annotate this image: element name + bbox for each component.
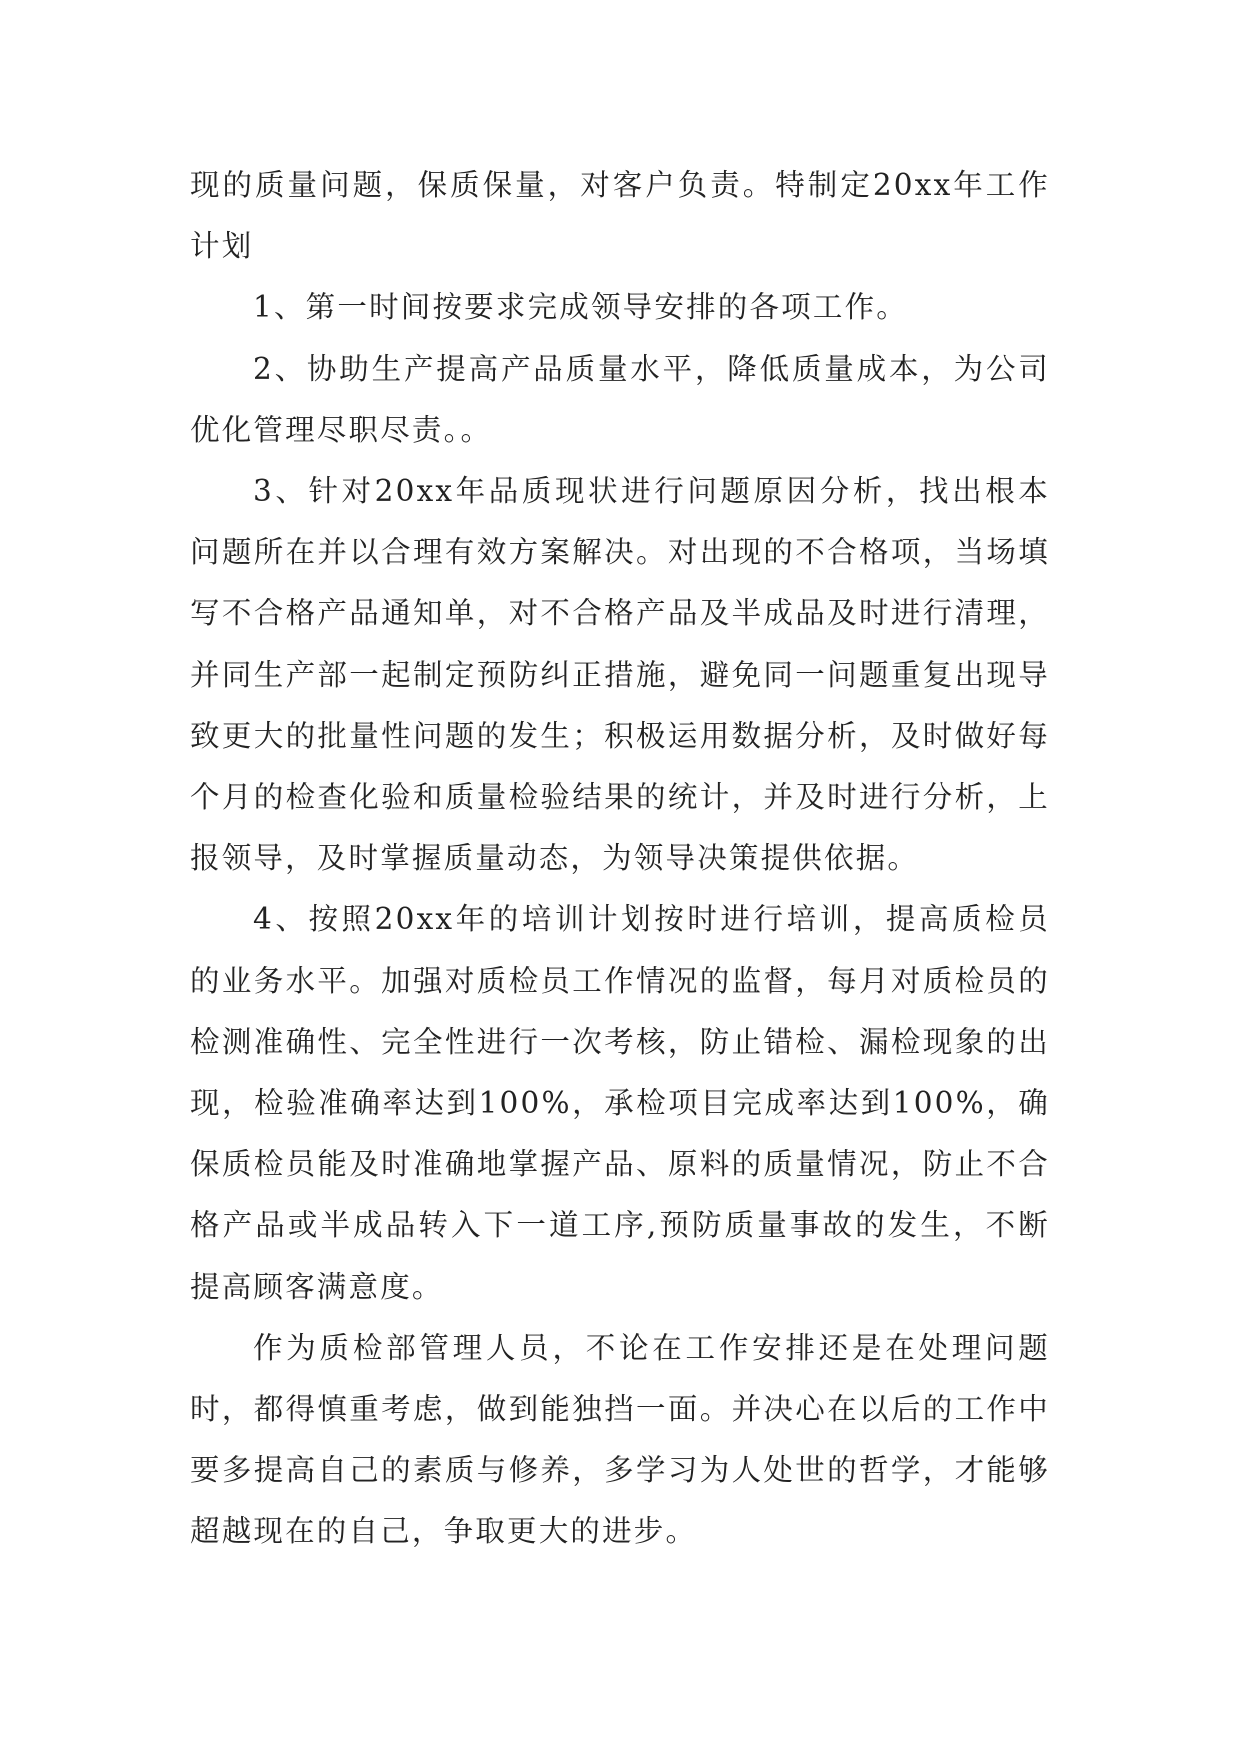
paragraph-item-4: 4、按照20xx年的培训计划按时进行培训，提高质检员的业务水平。加强对质检员工作情况的监督，每月对质检员的检测准确性、完全性进行一次考核，防止错检、漏检现象的出现，检验准确率达到100%，承检项目完成率达到100%，确保质检员能及时准确地掌握产品、原料的质量情况，防止不合格产品或半成品转入下一道工序,预防质量事故的发生，不断提高顾客满意度。 [190,902,1050,1304]
paragraph-conclusion: 作为质检部管理人员，不论在工作安排还是在处理问题时，都得慎重考虑，做到能独挡一面。并决心在以后的工作中要多提高自己的素质与修养，多学习为人处世的哲学，才能够超越现在的自己，争取更大的进步。 [190,1330,1050,1549]
paragraph-item-3: 3、针对20xx年品质现状进行问题原因分析，找出根本问题所在并以合理有效方案解决。对出现的不合格项，当场填写不合格产品通知单，对不合格产品及半成品及时进行清理，并同生产部一起制定预防纠正措施，避免同一问题重复出现导致更大的批量性问题的发生；积极运用数据分析，及时做好每个月的检查化验和质量检验结果的统计，并及时进行分析，上报领导，及时掌握质量动态，为领导决策提供依据。 [190,474,1050,876]
document-body [190,155,1050,1563]
paragraph-item-1: 1、第一时间按要求完成领导安排的各项工作。 [253,290,908,325]
paragraph-item-2: 2、协助生产提高产品质量水平，降低质量成本，为公司优化管理尽职尽责。。 [190,351,1050,447]
paragraph-continuation: 现的质量问题，保质保量，对客户负责。特制定20xx年工作计划 [190,168,1050,264]
